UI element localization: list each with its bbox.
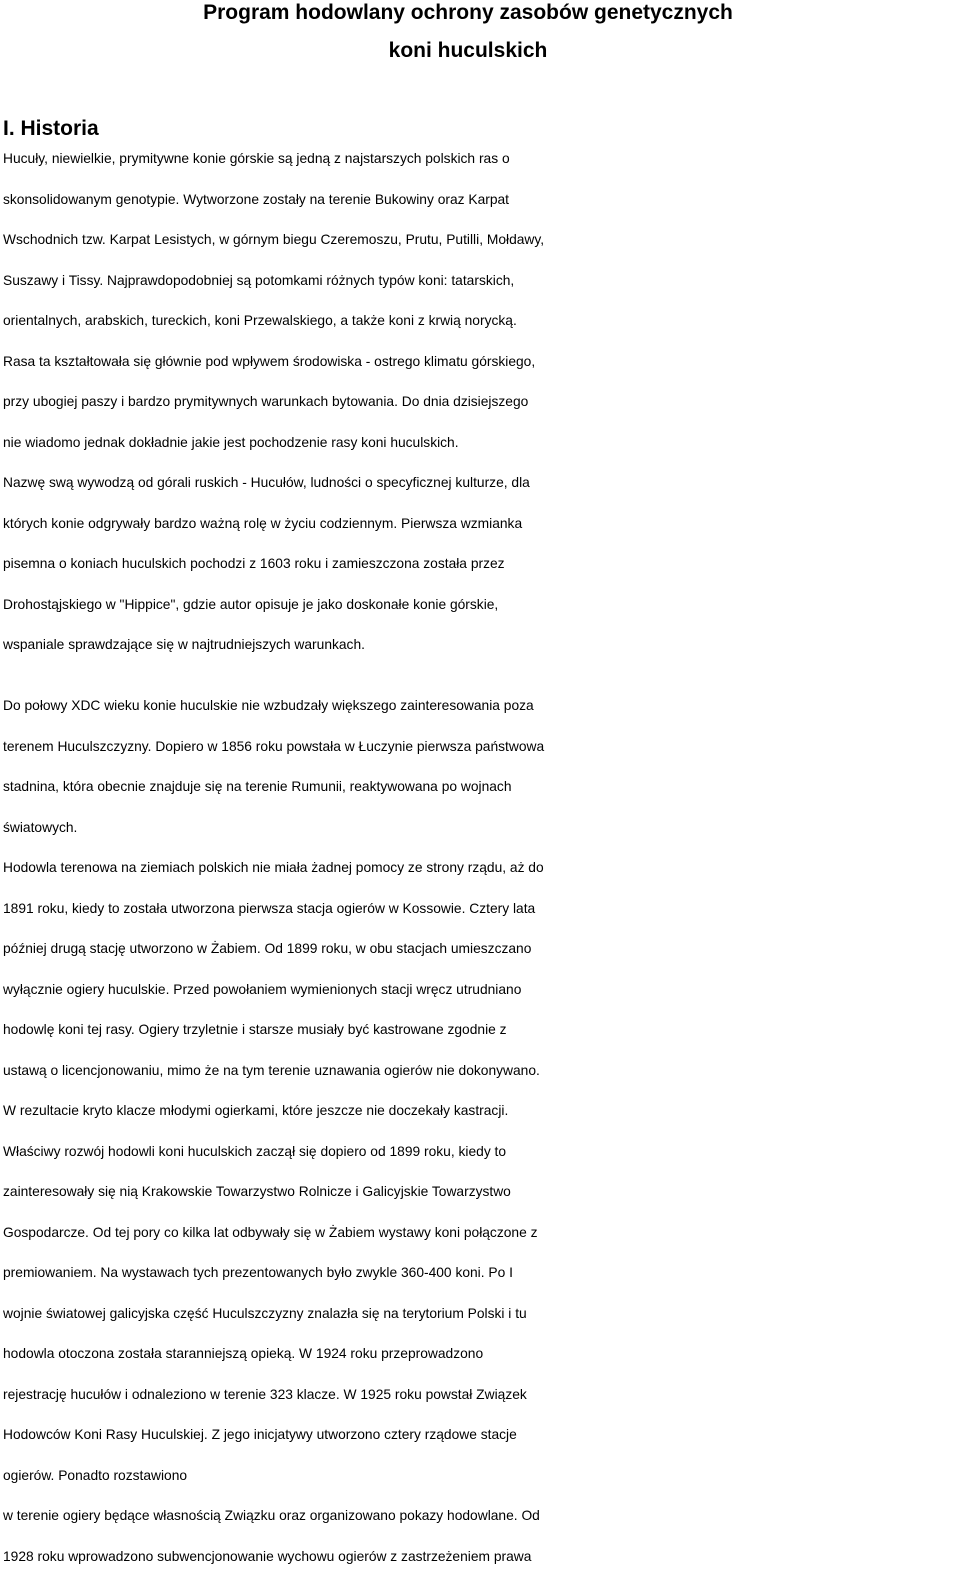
text-line: hodowlę koni tej rasy. Ogiery trzyletnie i starsze musiały być kastrowane zgodnie z — [3, 1010, 960, 1051]
document-title-line-1: Program hodowlany ochrony zasobów genetycznych — [0, 0, 936, 26]
text-line: premiowaniem. Na wystawach tych prezentowanych było zwykle 360-400 koni. Po I — [3, 1253, 960, 1294]
section-heading-historia: I. Historia — [3, 116, 99, 142]
text-line: pisemna o koniach huculskich pochodzi z 1603 roku i zamieszczona została przez — [3, 544, 960, 585]
text-line: światowych. — [3, 808, 960, 849]
text-line: 1891 roku, kiedy to została utworzona pierwsza stacja ogierów w Kossowie. Cztery lata — [3, 889, 960, 930]
text-line: hodowla otoczona została staranniejszą opieką. W 1924 roku przeprowadzono — [3, 1334, 960, 1375]
text-line: Rasa ta kształtowała się głównie pod wpływem środowiska - ostrego klimatu górskiego, — [3, 342, 960, 383]
text-line: ogierów. Ponadto rozstawiono — [3, 1456, 960, 1497]
text-line: Wschodnich tzw. Karpat Lesistych, w górnym biegu Czeremoszu, Prutu, Putilli, Mołdawy, — [3, 220, 960, 261]
text-line: w terenie ogiery będące własnością Związku oraz organizowano pokazy hodowlane. Od — [3, 1496, 960, 1537]
text-line: W rezultacie kryto klacze młodymi ogierkami, które jeszcze nie doczekały kastracji. — [3, 1091, 960, 1132]
text-line: wojnie światowej galicyjska część Huculszczyzny znalazła się na terytorium Polski i tu — [3, 1294, 960, 1335]
document-title-line-2: koni huculskich — [0, 38, 936, 64]
text-line: skonsolidowanym genotypie. Wytworzone zostały na terenie Bukowiny oraz Karpat — [3, 180, 960, 221]
text-line: Hodowców Koni Rasy Huculskiej. Z jego inicjatywy utworzono cztery rządowe stacje — [3, 1415, 960, 1456]
text-line: zainteresowały się nią Krakowskie Towarzystwo Rolnicze i Galicyjskie Towarzystwo — [3, 1172, 960, 1213]
text-line: stadnina, która obecnie znajduje się na terenie Rumunii, reaktywowana po wojnach — [3, 767, 960, 808]
text-line: terenem Huculszczyzny. Dopiero w 1856 roku powstała w Łuczynie pierwsza państwowa — [3, 727, 960, 768]
text-line: Suszawy i Tissy. Najprawdopodobniej są potomkami różnych typów koni: tatarskich, — [3, 261, 960, 302]
text-line: 1928 roku wprowadzono subwencjonowanie wychowu ogierów z zastrzeżeniem prawa — [3, 1537, 960, 1577]
text-line: Hucuły, niewielkie, prymitywne konie górskie są jedną z najstarszych polskich ras o — [3, 139, 960, 180]
text-line: Gospodarcze. Od tej pory co kilka lat odbywały się w Żabiem wystawy koni połączone z — [3, 1213, 960, 1254]
text-line: nie wiadomo jednak dokładnie jakie jest pochodzenie rasy koni huculskich. — [3, 423, 960, 464]
text-line: Nazwę swą wywodzą od górali ruskich - Hucułów, ludności o specyficznej kulturze, dla — [3, 463, 960, 504]
text-line: Właściwy rozwój hodowli koni huculskich zaczął się dopiero od 1899 roku, kiedy to — [3, 1132, 960, 1173]
text-line: wyłącznie ogiery huculskie. Przed powołaniem wymienionych stacji wręcz utrudniano — [3, 970, 960, 1011]
text-line: Do połowy XDC wieku konie huculskie nie wzbudzały większego zainteresowania poza — [3, 686, 960, 727]
text-line: ustawą o licencjonowaniu, mimo że na tym terenie uznawania ogierów nie dokonywano. — [3, 1051, 960, 1092]
paragraph-history-1 — [3, 139, 960, 666]
text-line: Drohostąjskiego w "Hippice", gdzie autor opisuje je jako doskonałe konie górskie, — [3, 585, 960, 626]
text-line: wspaniale sprawdzające się w najtrudniejszych warunkach. — [3, 625, 960, 666]
text-line: później drugą stację utworzono w Żabiem. Od 1899 roku, w obu stacjach umieszczano — [3, 929, 960, 970]
text-line: przy ubogiej paszy i bardzo prymitywnych warunkach bytowania. Do dnia dzisiejszego — [3, 382, 960, 423]
text-line: Hodowla terenowa na ziemiach polskich nie miała żadnej pomocy ze strony rządu, aż do — [3, 848, 960, 889]
text-line: rejestrację hucułów i odnaleziono w terenie 323 klacze. W 1925 roku powstał Związek — [3, 1375, 960, 1416]
text-line: orientalnych, arabskich, tureckich, koni Przewalskiego, a także koni z krwią norycką. — [3, 301, 960, 342]
text-line: których konie odgrywały bardzo ważną rolę w życiu codziennym. Pierwsza wzmianka — [3, 504, 960, 545]
paragraph-history-2 — [3, 686, 960, 1577]
